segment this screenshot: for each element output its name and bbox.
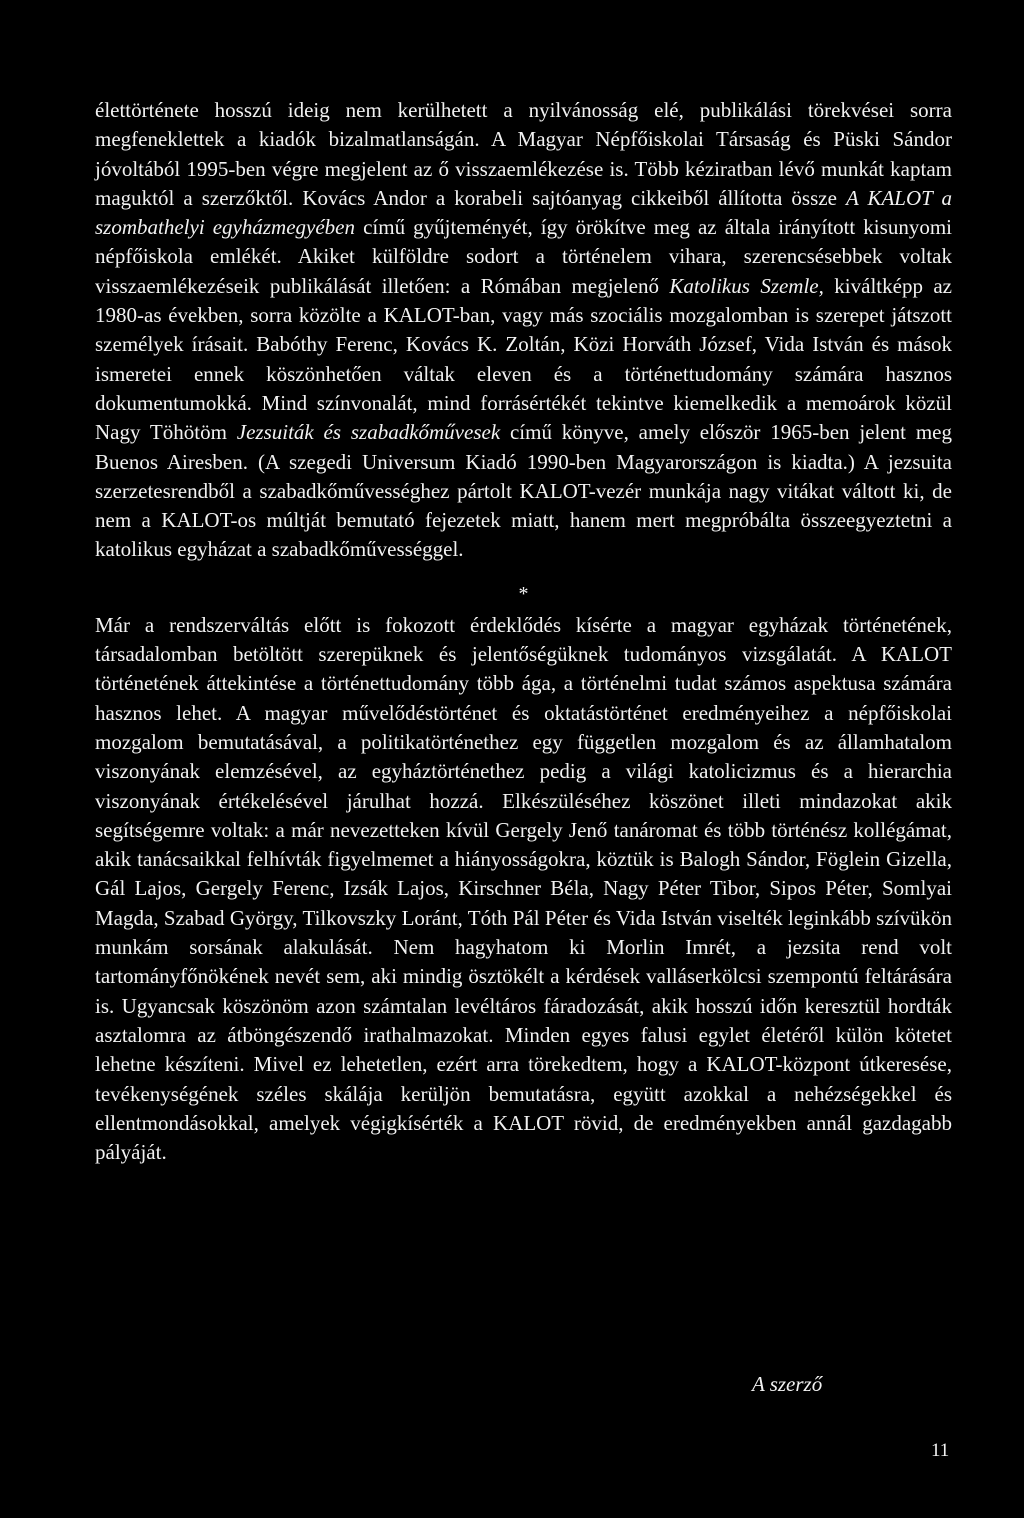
page-number: 11: [931, 1440, 950, 1461]
author-signature: A szerző: [752, 1372, 823, 1396]
paragraph-1-text-1: élettörténete hosszú ideig nem kerülhetett a nyilvánosság elé, publikálási törekvései sorra megfeneklettek a kiadók bizalmatlanságán. A Magyar Népfőiskolai Társaság és Püski Sándor jóvoltából 1995-ben végre megjelent az ő visszaemlékezése is. Több kéziratban lévő munkát kaptam maguktól a szerzőktől. Kovács Andor a korabeli sajtóanyag cikkeiből állította össze: [95, 98, 952, 210]
book-title-jezsuitak: Jezsuiták és szabadkőművesek: [236, 420, 501, 445]
journal-title-katolikus-szemle: Katolikus Szemle,: [669, 273, 824, 298]
page-body: [95, 96, 952, 1167]
book-title-kalot-szombathelyi: A KALOT a szombathelyi egyházmegyében: [95, 185, 952, 240]
paragraph-1-text-3: kiváltképp az 1980-as években, sorra közölte a KALOT-ban, vagy más szociális mozgalomban is szerepet játszott személyek írásait. Babóthy Ferenc, Kovács K. Zoltán, Közi Horváth József, Vida István és mások ismeretei ennek köszönhetően váltak eleven és a történettudomány számára hasznos dokumentumokká. Mind színvonalát, mind forrásértékét tekintve kiemelkedik a memoárok közül Nagy Töhötöm: [95, 273, 952, 445]
paragraph-1: [95, 96, 952, 565]
paragraph-1-text-2: című gyűjteményét, így örökítve meg az általa irányított kisunyomi népfőiskola emlékét. Akiket külföldre sodort a történelem vihara, szerencsésebbek voltak visszaemlékezéseik publikálását illetően: a Rómában megjelenő: [95, 215, 952, 298]
section-separator: *: [518, 582, 529, 605]
paragraph-2: Már a rendszerváltás előtt is fokozott érdeklődés kísérte a magyar egyházak történetének, társadalomban betöltött szerepüknek és jelentőségüknek tudományos vizsgálatát. A KALOT történetének áttekintése a történettudomány több ága, a történelmi tudat számos aspektusa számára hasznos lehet. A magyar művelődéstörténet és oktatástörténet eredményeihez a népfőiskolai mozgalom bemutatásával, a politikatörténethez egy független mozgalom és az államhatalom viszonyának elemzésével, az egyháztörténethez pedig a világi katolicizmus és a hierarchia viszonyának értékelésével járulhat hozzá. Elkészüléséhez köszönet illeti mindazokat akik segítségemre voltak: a már nevezetteken kívül Gergely Jenő tanáromat és több történész kollégámat, akik tanácsaikkal felhívták figyelmemet a hiányosságokra, köztük is Balogh Sándor, Föglein Gizella, Gál Lajos, Gergely Ferenc, Izsák Lajos, Kirschner Béla, Nagy Péter Tibor, Sipos Péter, Somlyai Magda, Szabad György, Tilkovszky Loránt, Tóth Pál Péter és Vida István viselték leginkább szívükön munkám sorsának alakulását. Nem hagyhatom ki Morlin Imrét, a jezsita rend volt tartományfőnökének nevét sem, aki mindig ösztökélt a kérdések valláserkölcsi szempontú feltárására is. Ugyancsak köszönöm azon számtalan levéltáros fáradozását, akik hosszú időn keresztül hordták asztalomra az átböngészendő irathalmazokat. Minden egyes falusi egylet életéről külön kötetet lehetne készíteni. Mivel ez lehetetlen, ezért arra törekedtem, hogy a KALOT-központ útkeresése, tevékenységének széles skálája kerüljön bemutatásra, együtt azokkal a nehézségekkel és ellentmondásokkal, amelyek végigkísérték a KALOT rövid, de eredményekben annál gazdagabb pályáját.: [95, 612, 952, 1165]
paragraph-1-text-4: című könyve, amely először 1965-ben jelent meg Buenos Airesben. (A szegedi Universum Kiadó 1990-ben Magyarországon is kiadta.) A jezsuita szerzetesrendből a szabadkőművességhez pártolt KALOT-vezér munkája nagy vitákat váltott ki, de nem a KALOT-os múltját bemutató fejezetek miatt, hanem mert megpróbálta összeegyeztetni a katolikus egyházat a szabadkőművességgel.: [95, 420, 952, 562]
